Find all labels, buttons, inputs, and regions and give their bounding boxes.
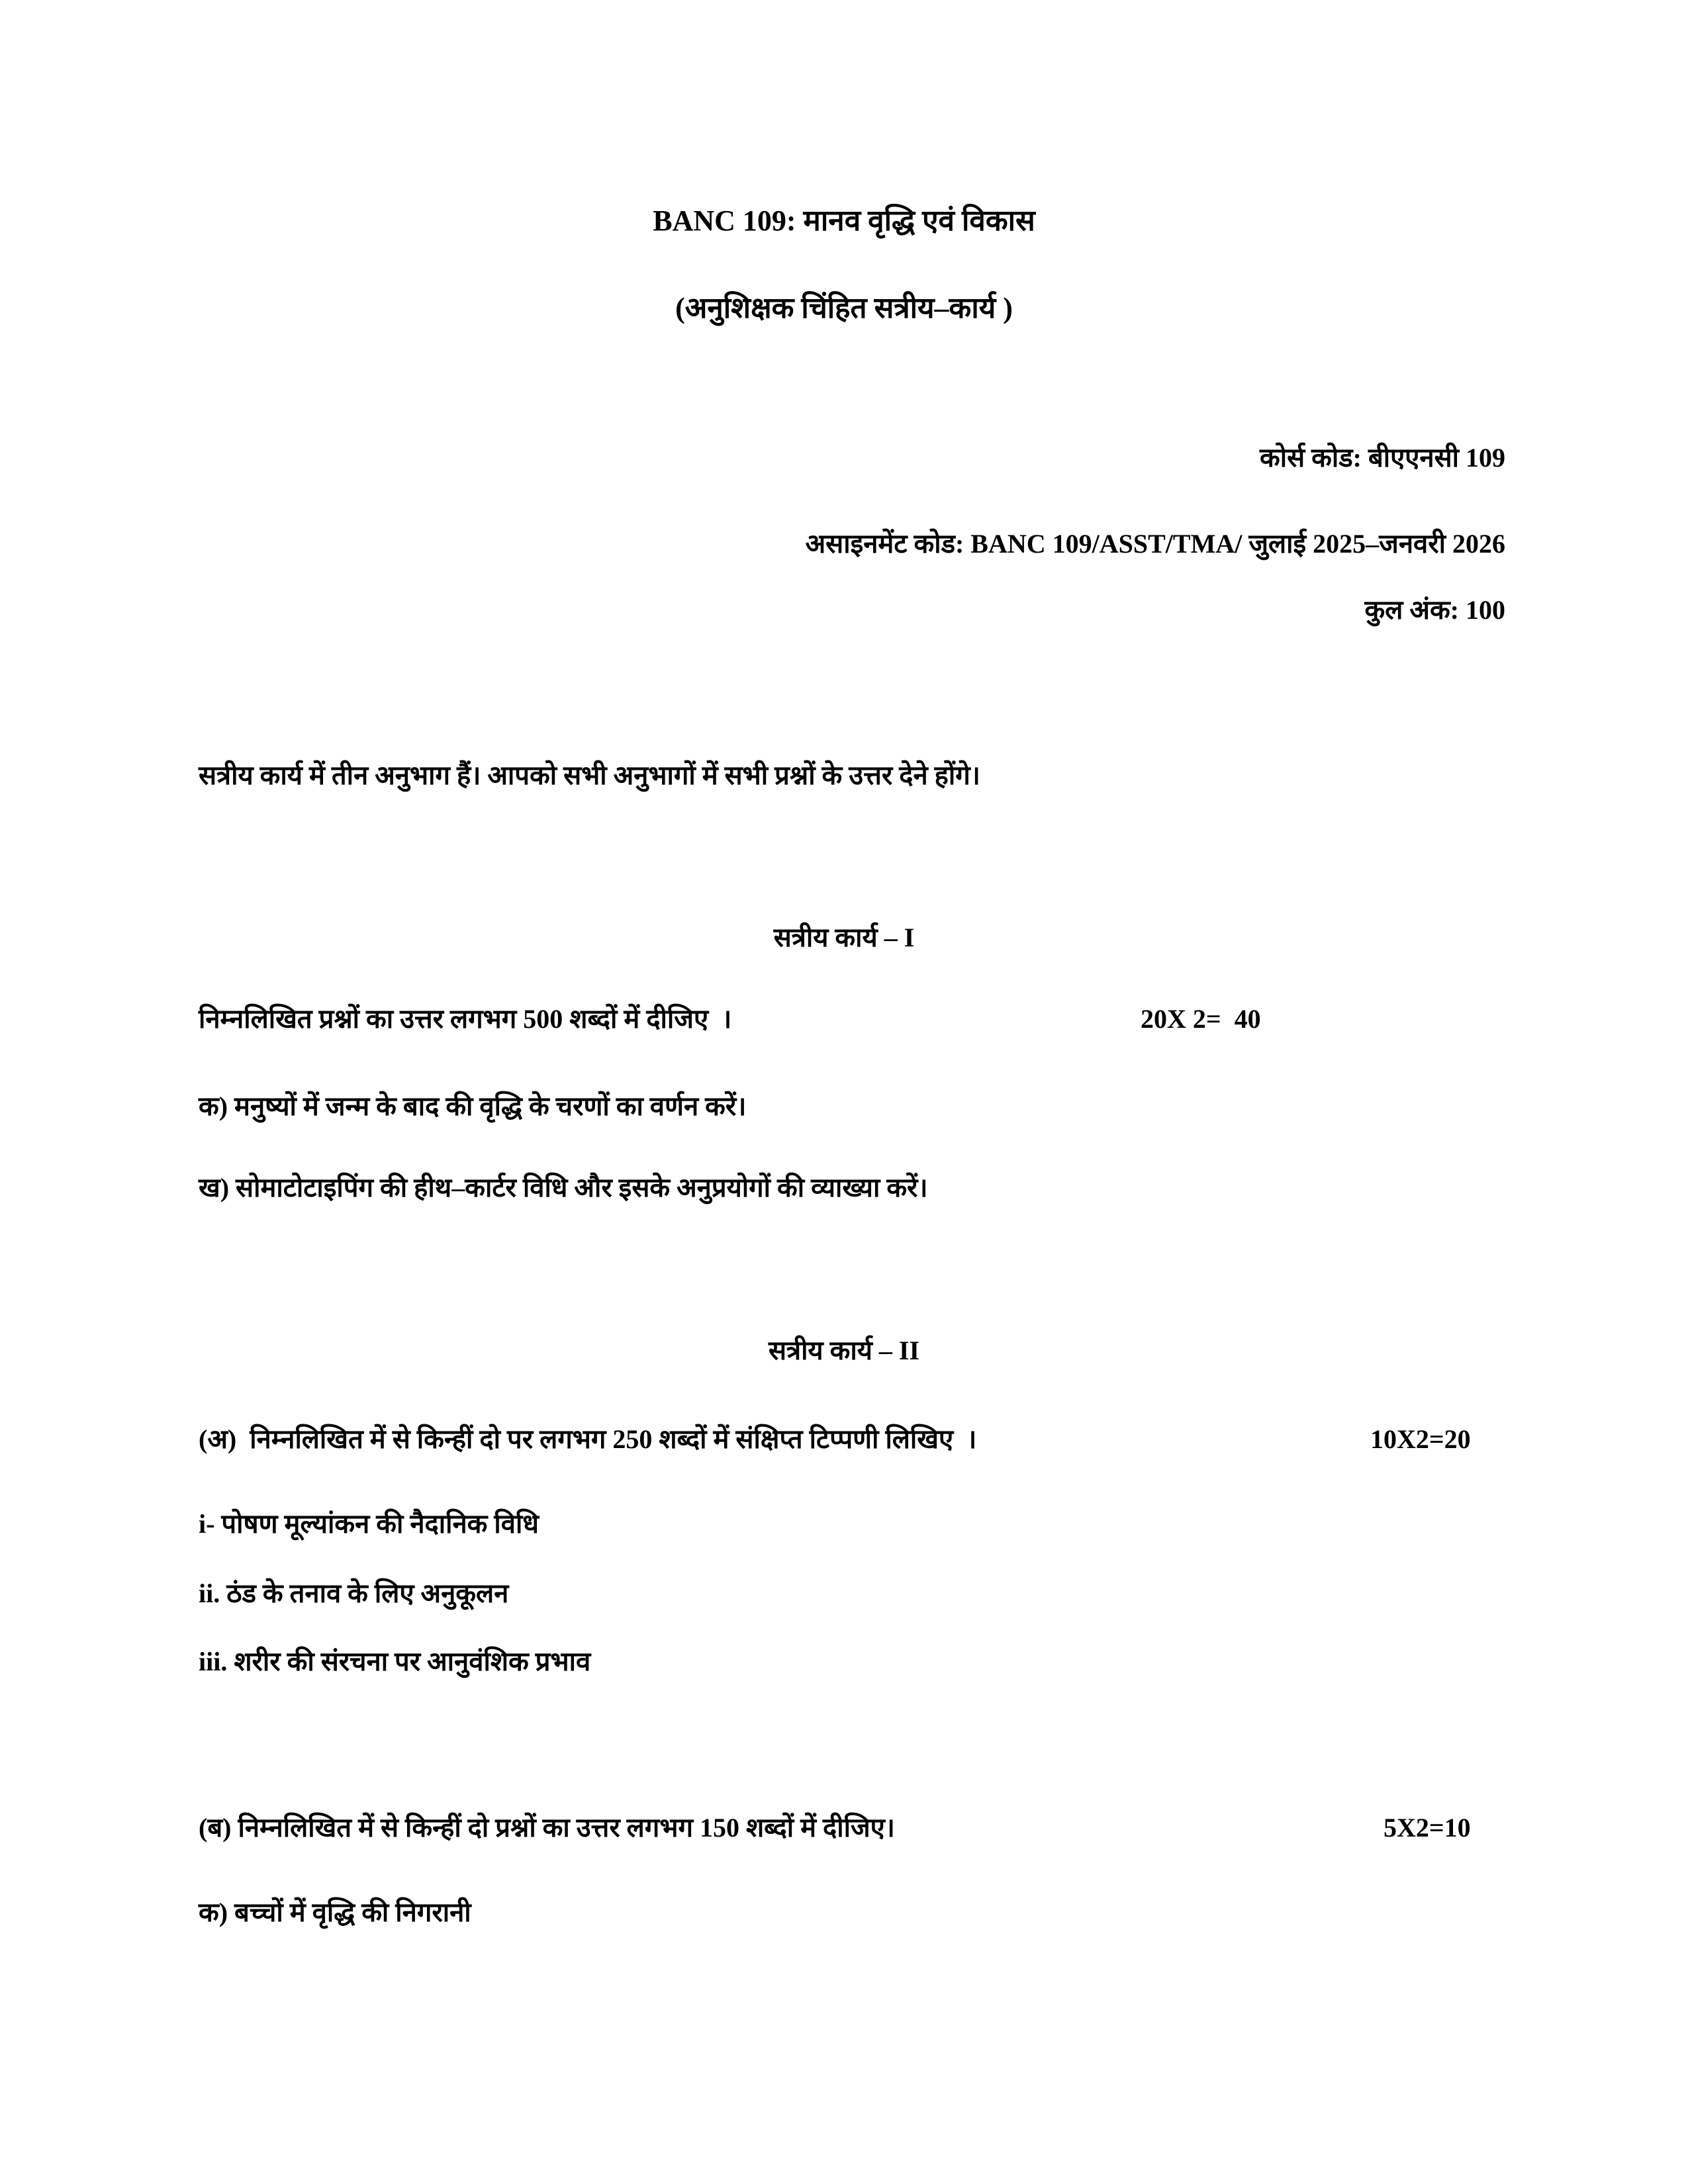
question-1b: ख) सोमाटोटाइपिंग की हीथ–कार्टर विधि और इसके अनुप्रयोगों की व्याख्या करें।	[199, 1173, 928, 1203]
section-2-heading: सत्रीय कार्य – II	[768, 1336, 920, 1365]
question-1a: क) मनुष्यों में जन्म के बाद की वृद्धि के चरणों का वर्णन करें।	[199, 1091, 747, 1121]
section-2-part-a-marks: 10X2=20	[1370, 1424, 1471, 1454]
part-b-item-1: क) बच्चों में वृद्धि की निगरानी	[199, 1897, 471, 1927]
section-1-marks: 20X 2= 40	[1141, 1004, 1261, 1034]
part-a-item-1: i- पोषण मूल्यांकन की नैदानिक विधि	[199, 1509, 539, 1539]
section-1-heading: सत्रीय कार्य – I	[773, 923, 915, 952]
document-title: BANC 109: मानव वृद्धि एवं विकास	[653, 205, 1035, 237]
section-1-instruction: निम्नलिखित प्रश्नों का उत्तर लगभग 500 शब्दों में दीजिए ।	[199, 1004, 732, 1034]
part-a-item-3: iii. शरीर की संरचना पर आनुवंशिक प्रभाव	[199, 1647, 591, 1676]
section-2-part-b-marks: 5X2=10	[1383, 1813, 1471, 1843]
document-subtitle: (अनुशिक्षक चिंहित सत्रीय–कार्य )	[675, 292, 1013, 324]
section-2-part-a-instruction: (अ) निम्नलिखित में से किन्हीं दो पर लगभग 250 शब्दों में संक्षिप्त टिप्पणी लिखिए ।	[199, 1424, 977, 1454]
section-2-part-b-instruction: (ब) निम्नलिखित में से किन्हीं दो प्रश्नों का उत्तर लगभग 150 शब्दों में दीजिए।	[199, 1813, 895, 1843]
course-code: कोर्स कोड: बीएएनसी 109	[1260, 443, 1505, 473]
assignment-code: असाइनमेंट कोड: BANC 109/ASST/TMA/ जुलाई 2025–जनवरी 2026	[805, 529, 1505, 559]
part-a-item-2: ii. ठंड के तनाव के लिए अनुकूलन	[199, 1578, 509, 1608]
intro-note: सत्रीय कार्य में तीन अनुभाग हैं। आपको सभी अनुभागों में सभी प्रश्नों के उत्तर देने होंगे।	[199, 760, 980, 790]
total-marks: कुल अंक: 100	[1364, 595, 1505, 625]
